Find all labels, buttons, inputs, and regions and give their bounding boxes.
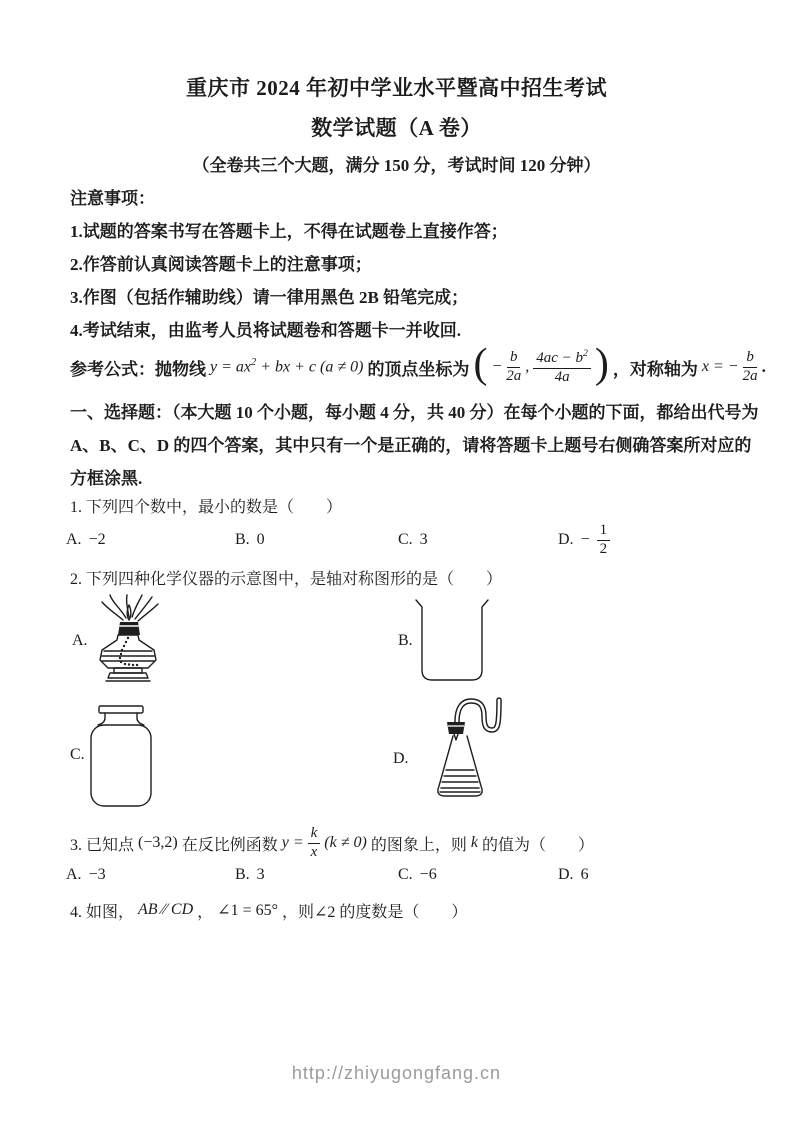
- q4-angle-statement: ∠1 = 65°: [217, 902, 278, 919]
- equation-pre: y = ax: [210, 358, 251, 376]
- fraction-numerator: b: [743, 350, 757, 368]
- question-1-text: 1. 下列四个数中，最小的数是（ ）: [70, 499, 343, 516]
- vertex-y-fraction: [533, 349, 591, 386]
- option-label: B.: [235, 866, 250, 883]
- watermark-url: http://zhiyugongfang.cn: [291, 1063, 502, 1083]
- beaker-icon: [414, 598, 490, 686]
- fraction-numerator: b: [507, 350, 521, 368]
- q2-option-a-label: A.: [72, 632, 88, 649]
- option-value: −2: [88, 531, 106, 548]
- vertex-minus: −: [491, 358, 503, 375]
- axis-equation-pre: x = −: [701, 358, 739, 375]
- section1-heading-line3: 方框涂黑.: [70, 469, 143, 488]
- q4-text-3: ，则∠2 的度数是（ ）: [281, 903, 468, 921]
- option-label: C.: [398, 531, 413, 548]
- q3-function-pre: y =: [281, 834, 304, 851]
- question-4-text: [70, 898, 467, 922]
- q3-text-3: 的图象上，则: [370, 836, 467, 854]
- q2-option-b-label: B.: [398, 632, 413, 649]
- option-value: 0: [256, 531, 265, 548]
- q3-option-d: [558, 857, 589, 893]
- q3-option-c: [398, 857, 437, 893]
- equation-sup: 2: [251, 357, 257, 369]
- numerator-text: 4ac − b: [536, 349, 584, 366]
- option-label: D.: [558, 866, 574, 883]
- q1-option-a: [66, 518, 106, 562]
- fraction-denominator: x: [310, 843, 318, 860]
- wide-mouth-bottle-icon: [88, 704, 154, 808]
- exam-title-line1: 重庆市 2024 年初中学业水平暨高中招生考试: [186, 76, 607, 100]
- option-minus: −: [580, 531, 590, 548]
- exam-title-line2: 数学试题（A 卷）: [311, 116, 482, 140]
- fraction-denominator: 4a: [554, 368, 570, 385]
- q4-parallel-statement: AB ∕∕ CD: [138, 901, 194, 918]
- formula-period: .: [761, 357, 766, 376]
- section1-heading-line2: A、B、C、D 的四个答案，其中只有一个是正确的，请将答题卡上题号右侧确答案所对应的: [70, 436, 752, 455]
- q2-option-c-label: C.: [70, 746, 85, 763]
- fraction-denominator: 2: [599, 540, 608, 557]
- option-fraction: [597, 523, 611, 558]
- notice-item-2: 2.作答前认真阅读答题卡上的注意事项；: [70, 255, 372, 274]
- alcohol-lamp-image: [92, 594, 164, 686]
- option-value: 3: [419, 531, 428, 548]
- fraction-numerator: 1: [597, 523, 611, 541]
- parabola-equation: [210, 357, 363, 376]
- alcohol-lamp-icon: [92, 594, 164, 686]
- q1-option-d: [558, 518, 610, 562]
- formula-label: 参考公式：抛物线: [70, 359, 206, 379]
- q4-text-2: ，: [197, 903, 214, 921]
- option-label: A.: [66, 531, 82, 548]
- q3-option-b: [235, 857, 265, 893]
- fraction-numerator: [533, 349, 591, 369]
- notice-item-1: 1.试题的答案书写在答题卡上，不得在试题卷上直接作答；: [70, 222, 508, 241]
- question-3-options: [0, 857, 793, 893]
- q3-k-variable: k: [470, 834, 478, 851]
- conical-flask-icon: [413, 696, 505, 812]
- option-label: B.: [235, 531, 250, 548]
- formula-tail-text: ，对称轴为: [612, 359, 698, 379]
- q3-text-4: 的值为（ ）: [481, 836, 594, 854]
- notice-item-4: 4.考试结束，由监考人员将试题卷和答题卡一并收回.: [70, 321, 461, 340]
- option-label: C.: [398, 866, 413, 883]
- beaker-image: [414, 598, 490, 686]
- question-2-text: 2. 下列四种化学仪器的示意图中，是轴对称图形的是（ ）: [70, 571, 503, 588]
- option-value: −3: [88, 866, 106, 883]
- q1-option-c: [398, 518, 428, 562]
- fraction-numerator: k: [308, 826, 321, 844]
- q4-text-1: 4. 如图，: [70, 903, 135, 921]
- option-value: −6: [419, 866, 437, 883]
- formula-mid-text: 的顶点坐标为: [367, 359, 470, 379]
- section1-heading-line1: 一、选择题：（本大题 10 个小题，每小题 4 分，共 40 分）在每个小题的下面，都给出代号为: [70, 403, 759, 422]
- q3-function-post: (k ≠ 0): [324, 834, 367, 851]
- q3-text-1: 3. 已知点: [70, 836, 135, 854]
- close-paren: ): [594, 341, 609, 388]
- reference-formula-line: [70, 336, 766, 398]
- numerator-sup: 2: [583, 347, 588, 359]
- axis-fraction: [743, 350, 758, 385]
- fraction-denominator: 2a: [506, 367, 522, 384]
- option-label: D.: [558, 531, 574, 548]
- question-1-options: [0, 518, 793, 562]
- reagent-bottle-image: [88, 704, 154, 808]
- equation-post: + bx + c (a ≠ 0): [256, 358, 364, 376]
- q3-point-value: (−3,2): [138, 834, 178, 851]
- q3-text-2: 在反比例函数: [181, 836, 278, 854]
- q1-option-b: [235, 518, 265, 562]
- option-value: 6: [580, 866, 589, 883]
- option-label: A.: [66, 866, 82, 883]
- option-value: 3: [256, 866, 265, 883]
- vertex-comma: ,: [525, 358, 530, 375]
- exam-subtitle: （全卷共三个大题，满分 150 分，考试时间 120 分钟）: [192, 156, 601, 175]
- notice-item-3: 3.作图（包括作辅助线）请一律用黑色 2B 铅笔完成；: [70, 288, 469, 307]
- q3-fraction-k-over-x: [308, 826, 321, 861]
- open-paren: (: [473, 341, 488, 388]
- q2-option-d-label: D.: [393, 750, 409, 767]
- flask-image: [413, 696, 505, 812]
- fraction-denominator: 2a: [742, 367, 758, 384]
- notice-heading: 注意事项：: [70, 189, 155, 208]
- q3-option-a: [66, 857, 106, 893]
- vertex-x-fraction: [506, 350, 521, 385]
